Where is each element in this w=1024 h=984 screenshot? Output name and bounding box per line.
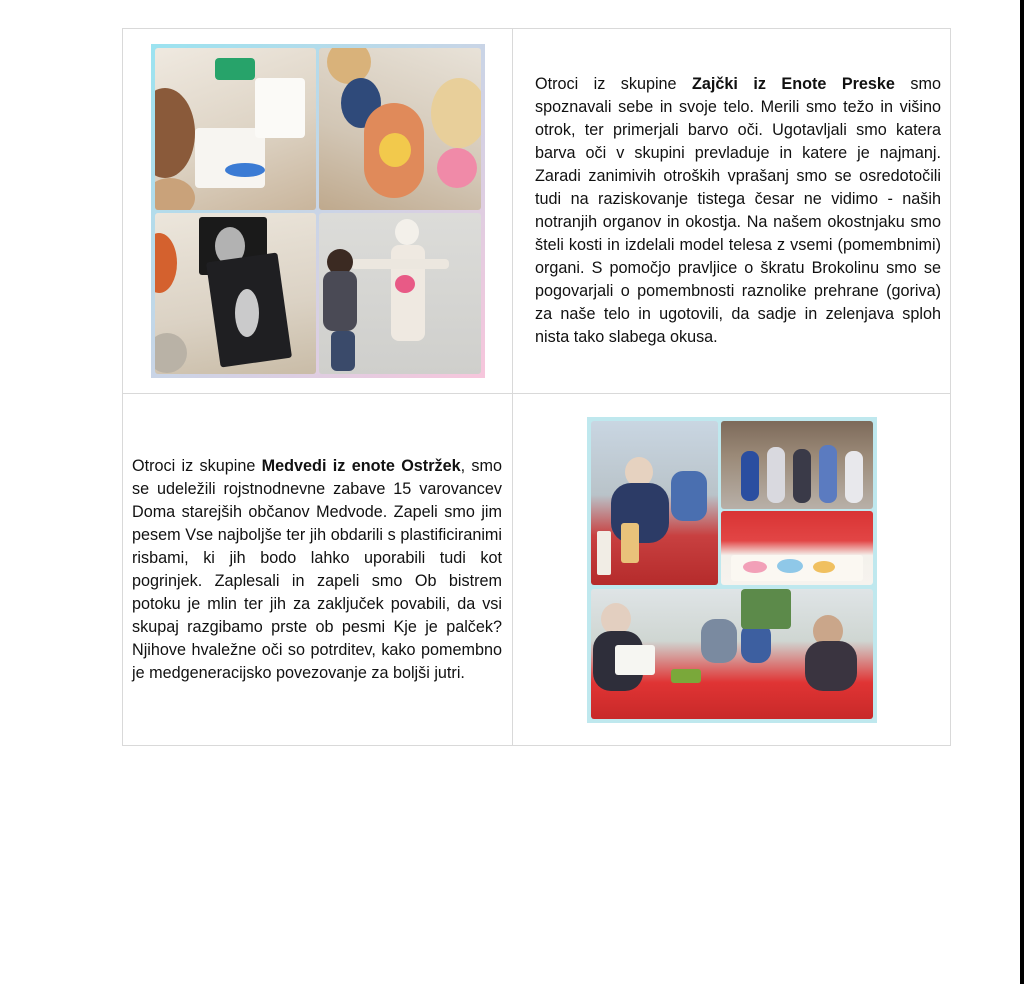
photo-skeleton-poster xyxy=(319,213,481,374)
photo-drawings xyxy=(721,511,873,585)
cell-photo-party xyxy=(513,394,951,746)
photo-organ-model xyxy=(319,48,481,210)
paragraph-zajcki: Otroci iz skupine Zajčki iz Enote Preske smo spoznavali sebe in svoje telo. Merili smo težo in višino otrok, ter primerjali barvo oči. Ugotavljali smo katera barva oči v skupini prevladuje in katere je najmanj. Zaradi zanimivih otroških vprašanj smo se osredotočili tudi na raziskovanje tistega česar ne vidimo - naših notranjih organov in okostja. Na našem okostnjaku smo šteli kosti in izdelali model telesa z vsemi (pomembnimi) organi. S pomočjo pravljice o škratu Brokolinu smo se pogovarjali o pomembnosti raznolike prehrane (goriva) za naše telo in ugotovili, da sadje in zelenjava sploh nista tako slabega okusa. xyxy=(535,75,941,346)
photo-collage-body xyxy=(151,44,485,378)
photo-children-dancing xyxy=(721,421,873,509)
table-row xyxy=(123,394,951,746)
content-table xyxy=(122,28,951,746)
photo-drawing xyxy=(155,48,316,210)
photo-group-tables xyxy=(591,589,873,719)
table-row xyxy=(123,29,951,394)
paragraph-medvedi: Otroci iz skupine Medvedi iz enote Ostržek, smo se udeležili rojstnodnevne zabave 15 varovancev Doma starejših občanov Medvode. Zapeli smo jim pesem Vse najboljše ter jih obdarili s plastificiranimi risbami, ki jih bodo lahko uporabili tudi kot pogrinjek. Zaplesali in zapeli smo Ob bistrem potoku je mlin ter jih za zaključek povabili, da vsi skupaj razgibamo prste ob pesmi Kje je palček? Njihove hvaležne oči so potrditev, kako pomembno je medgeneracijsko povezovanje za boljši jutri. xyxy=(132,456,503,682)
text-cell-medvedi xyxy=(123,394,513,746)
page-edge xyxy=(1020,0,1024,984)
group-name-medvedi: Medvedi iz enote Ostržek xyxy=(261,456,461,475)
text-cell-zajcki xyxy=(513,29,951,394)
photo-elderly-table xyxy=(591,421,718,585)
cell-photo-body xyxy=(123,29,513,394)
group-name-zajcki: Zajčki iz Enote Preske xyxy=(692,75,895,93)
photo-xray-hand xyxy=(155,213,316,374)
photo-collage-party xyxy=(587,417,877,723)
